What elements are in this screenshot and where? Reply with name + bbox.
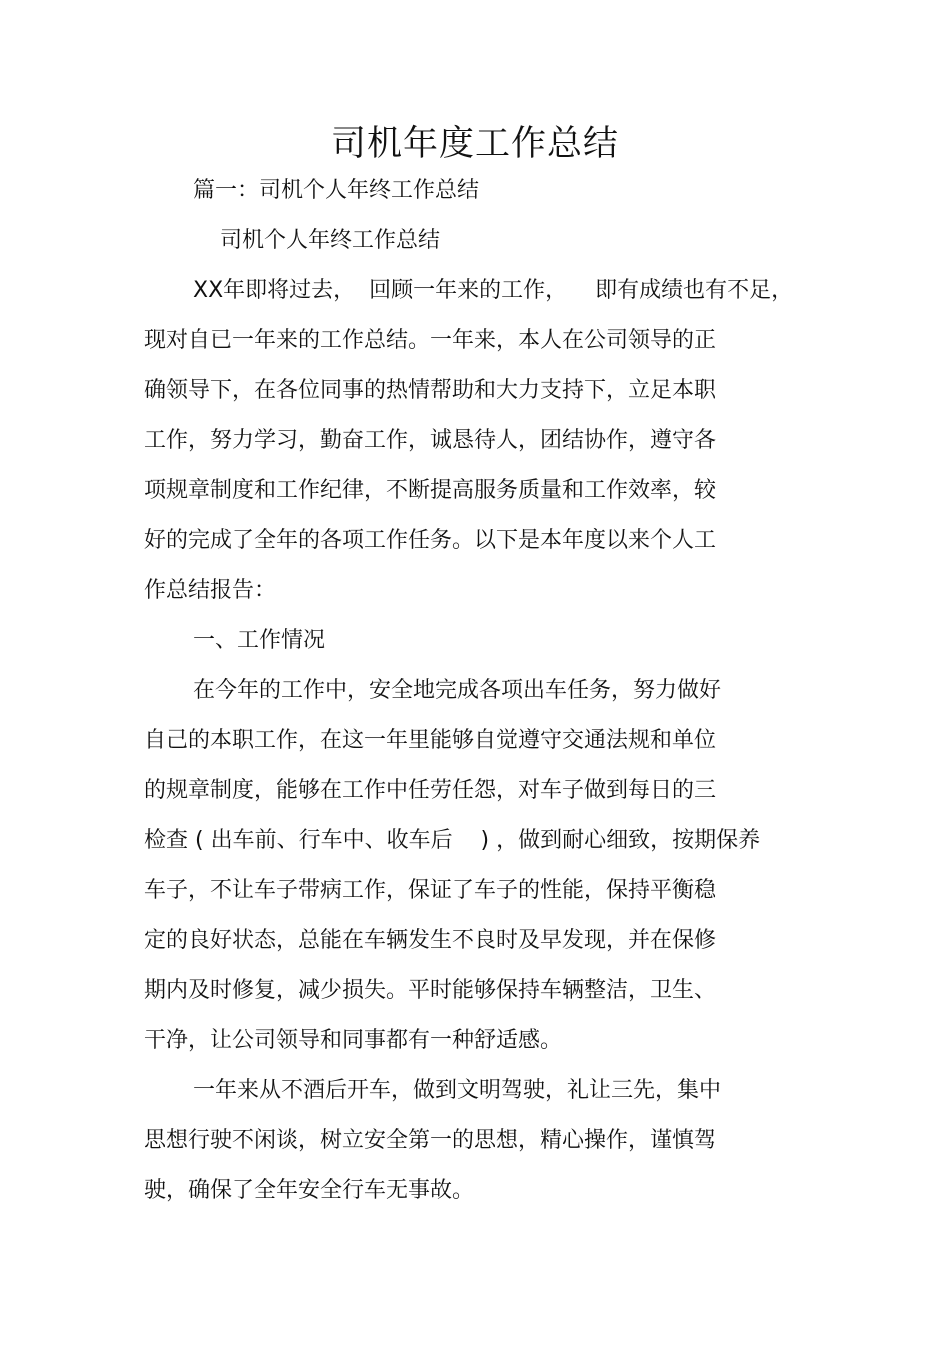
paragraph-line: 思想行驶不闲谈，树立安全第一的思想，精心操作，谨慎驾 bbox=[144, 1128, 717, 1153]
paragraph-line: 驶，确保了全年安全行车无事故。 bbox=[144, 1178, 475, 1203]
document-subtitle: 司机个人年终工作总结 bbox=[220, 228, 441, 253]
paragraph-line: 确领导下，在各位同事的热情帮助和大力支持下，立足本职 bbox=[144, 378, 717, 403]
paragraph-line: 好的完成了全年的各项工作任务。以下是本年度以来个人工 bbox=[144, 528, 717, 553]
paragraph-line: 一年来从不酒后开车，做到文明驾驶，礼让三先，集中 bbox=[193, 1078, 722, 1103]
section-heading: 篇一：司机个人年终工作总结 bbox=[193, 178, 480, 203]
paragraph-line: 检查 ( 出车前、行车中、收车后 ) ，做到耐心细致，按期保养 bbox=[144, 828, 761, 853]
paragraph-line: 作总结报告： bbox=[144, 578, 277, 603]
paragraph-line: 自己的本职工作，在这一年里能够自觉遵守交通法规和单位 bbox=[144, 728, 717, 753]
document-title: 司机年度工作总结 bbox=[330, 124, 619, 164]
paragraph-line: 工作，努力学习，勤奋工作，诚恳待人，团结协作，遵守各 bbox=[144, 428, 717, 453]
paragraph-line: 项规章制度和工作纪律，不断提高服务质量和工作效率，较 bbox=[144, 478, 717, 503]
paragraph-line: 现对自已一年来的工作总结。一年来，本人在公司领导的正 bbox=[144, 328, 717, 353]
paragraph-line: 车子，不让车子带病工作，保证了车子的性能，保持平衡稳 bbox=[144, 878, 717, 903]
paragraph-line: 干净，让公司领导和同事都有一种舒适感。 bbox=[144, 1028, 563, 1053]
paragraph-line: 在今年的工作中，安全地完成各项出车任务，努力做好 bbox=[193, 678, 722, 703]
section-heading-work-status: 一、工作情况 bbox=[193, 628, 326, 653]
paragraph-line: 期内及时修复，减少损失。平时能够保持车辆整洁，卫生、 bbox=[144, 978, 717, 1003]
paragraph-line: 的规章制度，能够在工作中任劳任怨，对车子做到每日的三 bbox=[144, 778, 717, 803]
paragraph-line: XX年即将过去， 回顾一年来的工作， 即有成绩也有不足， bbox=[193, 278, 794, 303]
paragraph-line: 定的良好状态，总能在车辆发生不良时及早发现，并在保修 bbox=[144, 928, 717, 953]
